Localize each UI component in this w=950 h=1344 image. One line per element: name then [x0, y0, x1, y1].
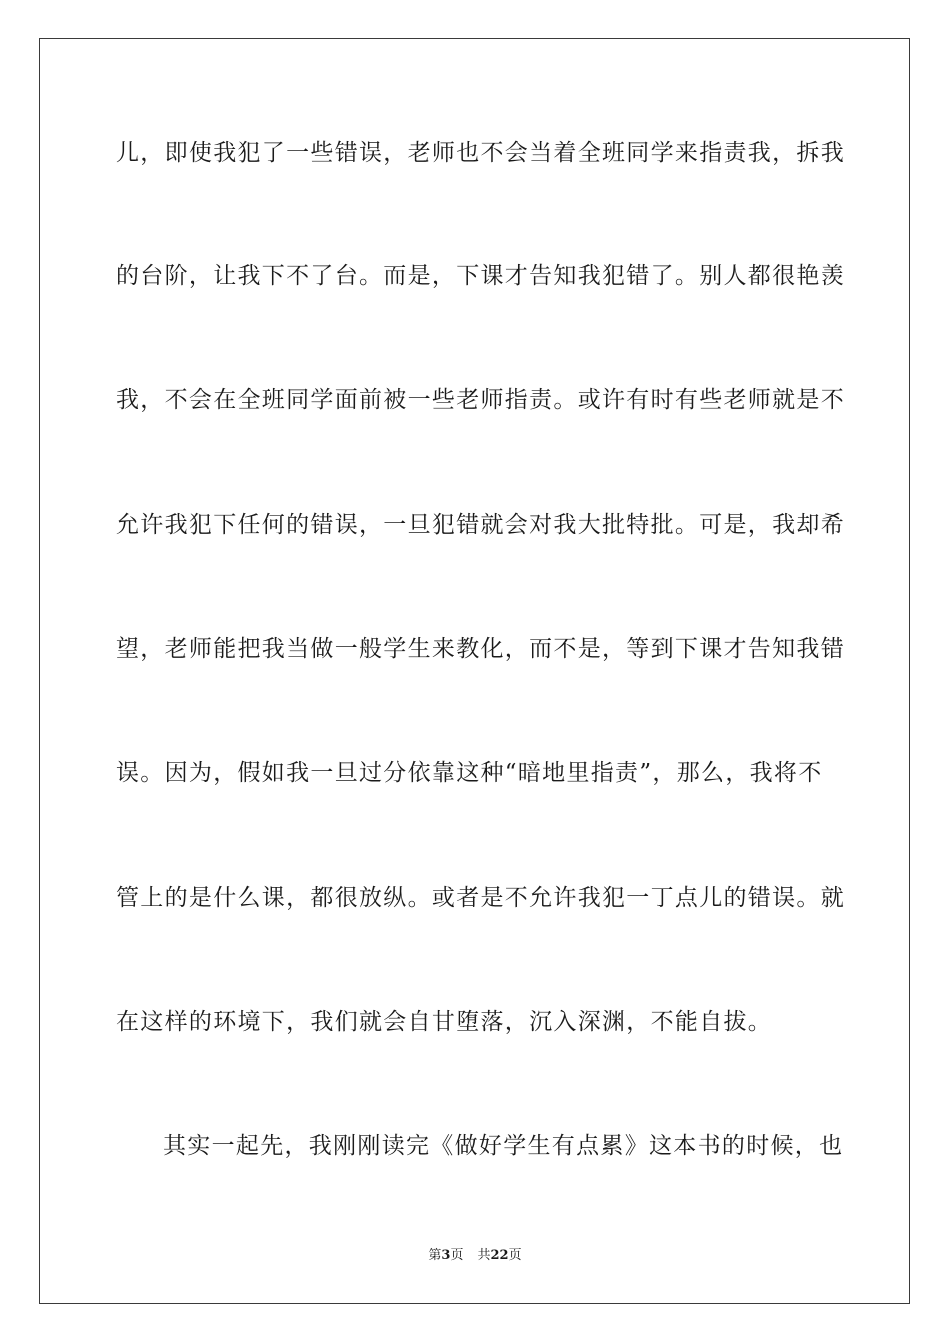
page-footer — [0, 1247, 950, 1265]
text-line-9: 其实一起先，我刚刚读完《做好学生有点累》这本书的时候，也 — [163, 1133, 844, 1159]
text-line-4: 允许我犯下任何的错误，一旦犯错就会对我大批特批。可是，我却希 — [116, 512, 845, 538]
total-prefix: 共 — [477, 1248, 491, 1263]
page-number: 3 — [441, 1248, 451, 1263]
text-line-7: 管上的是什么课，都很放纵。或者是不允许我犯一丁点儿的错误。就 — [116, 885, 845, 911]
text-line-8: 在这样的环境下，我们就会自甘堕落，沉入深渊，不能自拔。 — [116, 1009, 773, 1035]
text-line-2: 的台阶，让我下不了台。而是，下课才告知我犯错了。别人都很艳羡 — [116, 263, 845, 289]
page-suffix: 页 — [450, 1248, 464, 1263]
text-line-6: 误。因为，假如我一旦过分依靠这种“暗地里指责”，那么，我将不 — [116, 760, 823, 786]
text-line-1: 儿，即使我犯了一些错误，老师也不会当着全班同学来指责我，拆我 — [116, 140, 845, 166]
text-line-5: 望，老师能把我当做一般学生来教化，而不是，等到下课才告知我错 — [116, 636, 845, 662]
text-line-3: 我，不会在全班同学面前被一些老师指责。或许有时有些老师就是不 — [116, 387, 845, 413]
total-pages: 22 — [490, 1248, 509, 1263]
total-suffix: 页 — [508, 1248, 522, 1263]
page-border — [39, 38, 910, 1304]
page-prefix: 第 — [428, 1248, 442, 1263]
